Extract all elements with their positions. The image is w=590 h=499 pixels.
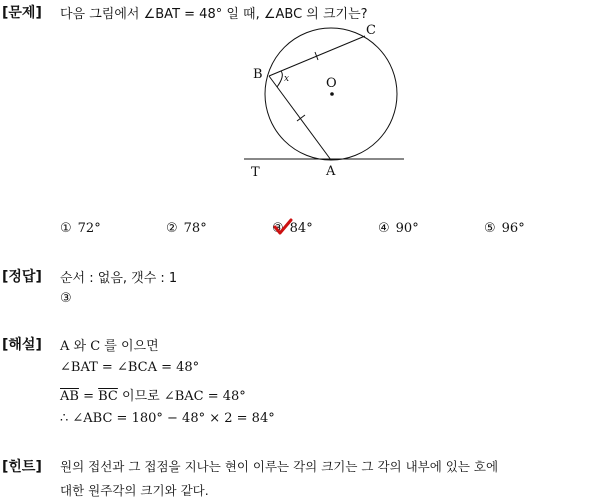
label-t: T xyxy=(251,165,260,180)
hint-label: [힌트] xyxy=(2,459,42,475)
arc-equals: = xyxy=(78,389,99,404)
answer-order: 순서 : 없음, 갯수 : 1 xyxy=(60,271,178,286)
choice-1-number: ① xyxy=(60,221,72,236)
geometry-figure xyxy=(0,0,590,200)
choice-1-value: 72° xyxy=(77,221,101,236)
problem-label: [문제] xyxy=(2,5,42,21)
choice-5-value: 96° xyxy=(501,221,525,236)
chord-ba xyxy=(269,76,331,160)
choice-5-number: ⑤ xyxy=(484,221,496,236)
choice-3-number: ③ xyxy=(272,221,284,236)
choice-4-number: ④ xyxy=(378,221,390,236)
arc-bc: $\overline{BC}$ xyxy=(98,389,118,404)
choice-3-value: 84° xyxy=(289,221,313,236)
answer-label: [정답] xyxy=(2,269,42,285)
label-x: x xyxy=(284,74,290,84)
choice-1[interactable] xyxy=(60,221,101,236)
choice-4[interactable] xyxy=(378,221,419,236)
checkmark-icon xyxy=(272,218,294,238)
explanation-line-2: ∠BAT = ∠BCA = 48° xyxy=(60,360,200,375)
hint-line-1: 원의 접선과 그 접점을 지나는 현이 이루는 각의 크기는 그 각의 내부에 있는 호에 xyxy=(60,459,499,474)
hint-line-2: 대한 원주각의 크기와 같다. xyxy=(60,483,209,498)
explanation-line-1: A 와 C 를 이으면 xyxy=(60,339,159,354)
problem-question: 다음 그림에서 ∠BAT = 48° 일 때, ∠ABC 의 크기는? xyxy=(60,7,368,22)
label-o: O xyxy=(326,76,337,91)
arc-ab: $\overline{AB}$ xyxy=(60,389,79,404)
choice-4-value: 90° xyxy=(395,221,419,236)
answer-choice: ③ xyxy=(60,291,72,306)
explanation-label: [해설] xyxy=(2,337,42,353)
explanation-line-3-rest: 이므로 ∠BAC = 48° xyxy=(117,389,246,404)
label-b: B xyxy=(253,67,263,82)
choice-5[interactable] xyxy=(484,221,525,236)
choice-2-value: 78° xyxy=(183,221,207,236)
choice-2-number: ② xyxy=(166,221,178,236)
explanation-line-3 xyxy=(60,385,246,404)
choice-2[interactable] xyxy=(166,221,207,236)
center-point xyxy=(330,92,334,96)
label-a: A xyxy=(326,164,336,179)
angle-arc xyxy=(277,71,282,87)
explanation-line-4: ∴ ∠ABC = 180° − 48° × 2 = 84° xyxy=(60,411,275,426)
label-c: C xyxy=(366,23,376,38)
